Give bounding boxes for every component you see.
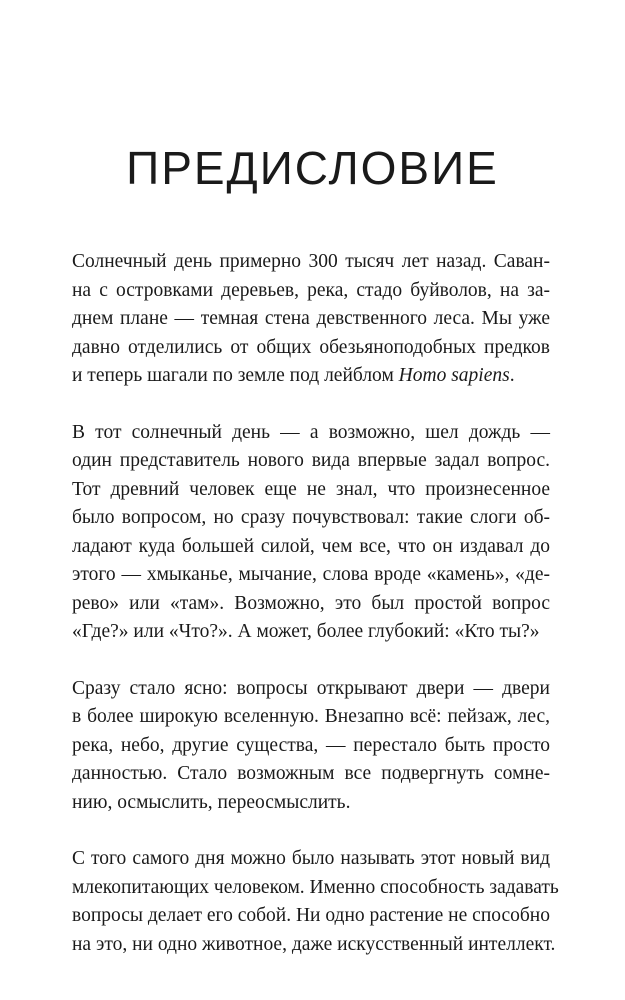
text-line: днем плане — темная стена девственного леса. Мы уже <box>72 308 550 329</box>
text-line: в более широкую вселенную. Внезапно всё: пейзаж, лес, <box>72 706 550 727</box>
text-line: было вопросом, но сразу почувствовал: такие слоги об- <box>72 507 550 528</box>
text-line: на это, ни одно животное, даже искусственный интеллект. <box>72 933 556 955</box>
text-line: рево» или «там». Возможно, это был простой вопрос <box>72 592 550 614</box>
text-line: нию, осмыслить, переосмыслить. <box>72 791 351 813</box>
text-line: Солнечный день примерно 300 тысяч лет назад. Саван- <box>72 251 550 272</box>
text-line: этого — хмыканье, мычание, слова вроде «камень», «де- <box>72 564 550 585</box>
paragraph-3 <box>72 675 550 818</box>
paragraph-2 <box>72 419 550 647</box>
paragraph-1 <box>72 248 550 391</box>
text-line: Сразу стало ясно: вопросы открывают двери — двери <box>72 677 550 699</box>
text-line: В тот солнечный день — а возможно, шел дождь — <box>72 421 550 443</box>
text-line: один представитель нового вида впервые задал вопрос. <box>72 450 550 471</box>
text-line: млекопитающих человеком. Именно способность задавать <box>72 876 559 898</box>
text-segment: . <box>509 365 515 386</box>
text-line: «Где?» или «Что?». А может, более глубокий: «Кто ты?» <box>72 621 540 642</box>
text-line: данностью. Стало возможным все подвергнуть сомне- <box>72 763 550 784</box>
text-segment: и теперь шагали по земле под лейблом <box>72 365 399 386</box>
text-line: Тот древний человек еще не знал, что произнесенное <box>72 478 550 500</box>
text-line: на с островками деревьев, река, стадо буйволов, на за- <box>72 279 550 301</box>
chapter-title: ПРЕДИСЛОВИЕ <box>126 142 499 194</box>
chapter-body <box>72 248 559 987</box>
species-name: Homo sapiens <box>398 365 510 386</box>
text-line: давно отделились от общих обезьяноподобных предков <box>72 336 550 358</box>
text-line: река, небо, другие существа, — перестало быть просто <box>72 734 550 756</box>
paragraph-4 <box>72 845 559 959</box>
text-line: ладают куда большей силой, чем все, что он издавал до <box>72 535 550 557</box>
text-line <box>72 362 550 391</box>
text-line: вопросы делает его собой. Ни одно растение не способно <box>72 905 550 926</box>
text-line: С того самого дня можно было называть этот новый вид <box>72 848 550 869</box>
